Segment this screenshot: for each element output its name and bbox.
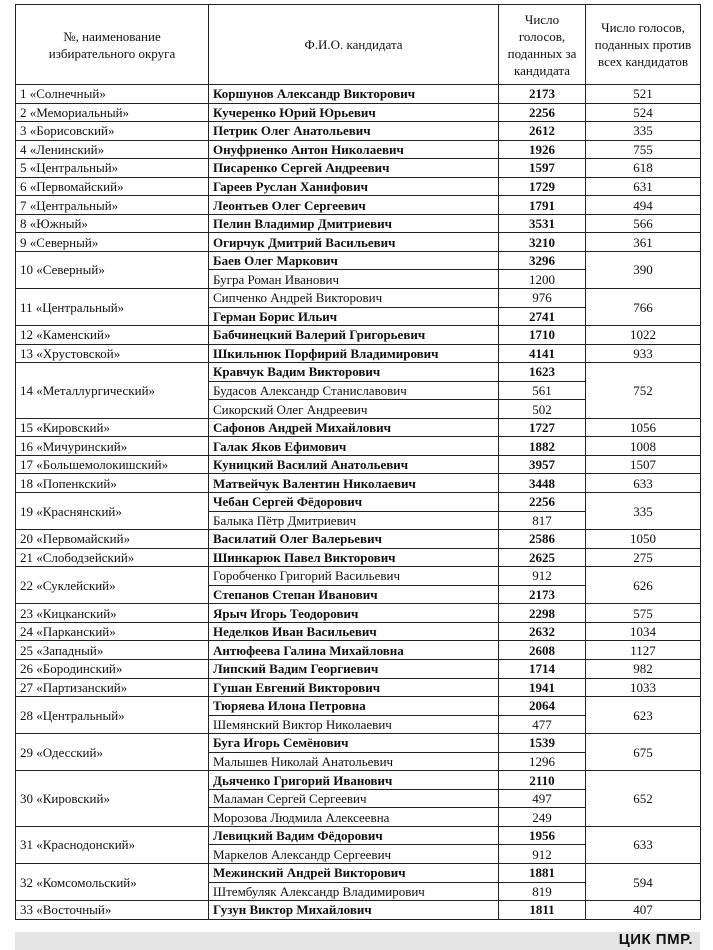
votes-for-cell: 2608 xyxy=(499,641,586,660)
table-row xyxy=(16,455,701,474)
votes-for-cell: 976 xyxy=(499,289,586,308)
votes-for-cell: 2741 xyxy=(499,307,586,326)
table-row xyxy=(16,530,701,549)
table-row xyxy=(16,493,701,512)
candidate-name-cell: Матвейчук Валентин Николаевич xyxy=(209,474,499,493)
votes-for-cell: 2064 xyxy=(499,697,586,716)
votes-against-cell: 494 xyxy=(586,196,701,215)
candidate-name-cell: Шемянский Виктор Николаевич xyxy=(209,715,499,734)
candidate-name-cell: Неделков Иван Васильевич xyxy=(209,622,499,641)
votes-against-cell: 521 xyxy=(586,85,701,104)
candidate-name-cell: Леонтьев Олег Сергеевич xyxy=(209,196,499,215)
votes-against-cell: 752 xyxy=(586,363,701,419)
table-row xyxy=(16,901,701,920)
votes-for-cell: 1714 xyxy=(499,659,586,678)
candidate-name-cell: Балыка Пётр Дмитриевич xyxy=(209,511,499,530)
table-row xyxy=(16,659,701,678)
votes-against-cell: 633 xyxy=(586,826,701,863)
votes-for-cell: 2256 xyxy=(499,493,586,512)
table-row xyxy=(16,678,701,697)
district-cell: 15 «Кировский» xyxy=(16,418,209,437)
votes-against-cell: 1050 xyxy=(586,530,701,549)
district-cell: 9 «Северный» xyxy=(16,233,209,252)
district-cell: 20 «Первомайский» xyxy=(16,530,209,549)
votes-against-cell: 652 xyxy=(586,771,701,827)
header-district: №, наименование избирательного округа xyxy=(16,5,209,85)
table-row xyxy=(16,437,701,456)
district-cell: 7 «Центральный» xyxy=(16,196,209,215)
table-row xyxy=(16,697,701,716)
candidate-name-cell: Онуфриенко Антон Николаевич xyxy=(209,140,499,159)
votes-against-cell: 618 xyxy=(586,159,701,178)
votes-for-cell: 3448 xyxy=(499,474,586,493)
district-cell: 2 «Мемориальный» xyxy=(16,103,209,122)
candidate-name-cell: Куницкий Василий Анатольевич xyxy=(209,455,499,474)
table-body xyxy=(16,85,701,920)
table-row xyxy=(16,474,701,493)
candidate-name-cell: Герман Борис Ильич xyxy=(209,307,499,326)
candidate-name-cell: Горобченко Григорий Васильевич xyxy=(209,567,499,586)
votes-for-cell: 1597 xyxy=(499,159,586,178)
district-cell: 23 «Кицканский» xyxy=(16,604,209,623)
candidate-name-cell: Бабчинецкий Валерий Григорьевич xyxy=(209,326,499,345)
district-cell: 19 «Краснянский» xyxy=(16,493,209,530)
votes-for-cell: 2173 xyxy=(499,85,586,104)
votes-for-cell: 2625 xyxy=(499,548,586,567)
header-candidate: Ф.И.О. кандидата xyxy=(209,5,499,85)
footer-band xyxy=(15,932,700,950)
votes-against-cell: 766 xyxy=(586,289,701,326)
votes-for-cell: 1729 xyxy=(499,177,586,196)
election-results-table xyxy=(15,4,701,920)
votes-against-cell: 566 xyxy=(586,214,701,233)
votes-against-cell: 1507 xyxy=(586,455,701,474)
table-row xyxy=(16,177,701,196)
votes-for-cell: 912 xyxy=(499,845,586,864)
votes-for-cell: 4141 xyxy=(499,344,586,363)
candidate-name-cell: Кравчук Вадим Викторович xyxy=(209,363,499,382)
votes-against-cell: 933 xyxy=(586,344,701,363)
votes-for-cell: 477 xyxy=(499,715,586,734)
candidate-name-cell: Будасов Александр Станиславович xyxy=(209,381,499,400)
candidate-name-cell: Маламан Сергей Сергеевич xyxy=(209,789,499,808)
candidate-name-cell: Галак Яков Ефимович xyxy=(209,437,499,456)
candidate-name-cell: Коршунов Александр Викторович xyxy=(209,85,499,104)
table-row xyxy=(16,233,701,252)
table-row xyxy=(16,289,701,308)
candidate-name-cell: Малышев Николай Анатольевич xyxy=(209,752,499,771)
district-cell: 14 «Металлургический» xyxy=(16,363,209,419)
candidate-name-cell: Морозова Людмила Алексеевна xyxy=(209,808,499,827)
district-cell: 21 «Слободзейский» xyxy=(16,548,209,567)
district-cell: 8 «Южный» xyxy=(16,214,209,233)
candidate-name-cell: Шинкарюк Павел Викторович xyxy=(209,548,499,567)
votes-for-cell: 1539 xyxy=(499,734,586,753)
votes-for-cell: 1956 xyxy=(499,826,586,845)
votes-for-cell: 3957 xyxy=(499,455,586,474)
votes-for-cell: 3210 xyxy=(499,233,586,252)
district-cell: 33 «Восточный» xyxy=(16,901,209,920)
candidate-name-cell: Буга Игорь Семёнович xyxy=(209,734,499,753)
district-cell: 25 «Западный» xyxy=(16,641,209,660)
votes-for-cell: 1882 xyxy=(499,437,586,456)
candidate-name-cell: Петрик Олег Анатольевич xyxy=(209,122,499,141)
candidate-name-cell: Писаренко Сергей Андреевич xyxy=(209,159,499,178)
district-cell: 16 «Мичуринский» xyxy=(16,437,209,456)
district-cell: 13 «Хрустовской» xyxy=(16,344,209,363)
votes-for-cell: 1811 xyxy=(499,901,586,920)
votes-for-cell: 2632 xyxy=(499,622,586,641)
votes-against-cell: 524 xyxy=(586,103,701,122)
candidate-name-cell: Ярыч Игорь Теодорович xyxy=(209,604,499,623)
votes-for-cell: 819 xyxy=(499,882,586,901)
district-cell: 1 «Солнечный» xyxy=(16,85,209,104)
votes-against-cell: 1022 xyxy=(586,326,701,345)
votes-for-cell: 1941 xyxy=(499,678,586,697)
votes-against-cell: 594 xyxy=(586,863,701,900)
votes-for-cell: 2586 xyxy=(499,530,586,549)
table-row xyxy=(16,418,701,437)
table-row xyxy=(16,604,701,623)
table-row xyxy=(16,622,701,641)
district-cell: 22 «Суклейский» xyxy=(16,567,209,604)
votes-against-cell: 335 xyxy=(586,493,701,530)
footer-signature: ЦИК ПМР. xyxy=(618,931,693,948)
table-row xyxy=(16,159,701,178)
table-row xyxy=(16,641,701,660)
candidate-name-cell: Сикорский Олег Андреевич xyxy=(209,400,499,419)
district-cell: 28 «Центральный» xyxy=(16,697,209,734)
votes-against-cell: 633 xyxy=(586,474,701,493)
votes-for-cell: 1791 xyxy=(499,196,586,215)
district-cell: 24 «Парканский» xyxy=(16,622,209,641)
votes-against-cell: 275 xyxy=(586,548,701,567)
district-cell: 11 «Центральный» xyxy=(16,289,209,326)
votes-for-cell: 2173 xyxy=(499,585,586,604)
candidate-name-cell: Степанов Степан Иванович xyxy=(209,585,499,604)
votes-against-cell: 335 xyxy=(586,122,701,141)
votes-for-cell: 561 xyxy=(499,381,586,400)
table-row xyxy=(16,251,701,270)
table-row xyxy=(16,548,701,567)
votes-for-cell: 1296 xyxy=(499,752,586,771)
votes-against-cell: 1008 xyxy=(586,437,701,456)
district-cell: 32 «Комсомольский» xyxy=(16,863,209,900)
votes-for-cell: 1926 xyxy=(499,140,586,159)
votes-against-cell: 1034 xyxy=(586,622,701,641)
candidate-name-cell: Шкильнюк Порфирий Владимирович xyxy=(209,344,499,363)
candidate-name-cell: Левицкий Вадим Фёдорович xyxy=(209,826,499,845)
district-cell: 6 «Первомайский» xyxy=(16,177,209,196)
district-cell: 27 «Партизанский» xyxy=(16,678,209,697)
votes-for-cell: 3296 xyxy=(499,251,586,270)
candidate-name-cell: Пелин Владимир Дмитриевич xyxy=(209,214,499,233)
votes-for-cell: 249 xyxy=(499,808,586,827)
candidate-name-cell: Тюряева Илона Петровна xyxy=(209,697,499,716)
table-row xyxy=(16,122,701,141)
votes-for-cell: 502 xyxy=(499,400,586,419)
header-votes-for: Число голосов, поданных за кандидата xyxy=(499,5,586,85)
table-header xyxy=(16,5,701,85)
table-row xyxy=(16,103,701,122)
votes-for-cell: 2256 xyxy=(499,103,586,122)
district-cell: 30 «Кировский» xyxy=(16,771,209,827)
table-row xyxy=(16,863,701,882)
votes-for-cell: 817 xyxy=(499,511,586,530)
votes-for-cell: 1710 xyxy=(499,326,586,345)
candidate-name-cell: Огирчук Дмитрий Васильевич xyxy=(209,233,499,252)
district-cell: 18 «Попенкский» xyxy=(16,474,209,493)
district-cell: 3 «Борисовский» xyxy=(16,122,209,141)
votes-for-cell: 1200 xyxy=(499,270,586,289)
votes-against-cell: 675 xyxy=(586,734,701,771)
table-row xyxy=(16,196,701,215)
votes-against-cell: 1056 xyxy=(586,418,701,437)
district-cell: 26 «Бородинский» xyxy=(16,659,209,678)
candidate-name-cell: Василатий Олег Валерьевич xyxy=(209,530,499,549)
votes-against-cell: 1127 xyxy=(586,641,701,660)
candidate-name-cell: Гузун Виктор Михайлович xyxy=(209,901,499,920)
votes-for-cell: 3531 xyxy=(499,214,586,233)
table-row xyxy=(16,734,701,753)
votes-for-cell: 1727 xyxy=(499,418,586,437)
votes-for-cell: 2612 xyxy=(499,122,586,141)
header-votes-against: Число голосов, поданных против всех кандидатов xyxy=(586,5,701,85)
votes-against-cell: 623 xyxy=(586,697,701,734)
table-row xyxy=(16,140,701,159)
candidate-name-cell: Липский Вадим Георгиевич xyxy=(209,659,499,678)
candidate-name-cell: Гареев Руслан Ханифович xyxy=(209,177,499,196)
votes-for-cell: 2298 xyxy=(499,604,586,623)
votes-for-cell: 912 xyxy=(499,567,586,586)
votes-for-cell: 1881 xyxy=(499,863,586,882)
candidate-name-cell: Сафонов Андрей Михайлович xyxy=(209,418,499,437)
votes-against-cell: 631 xyxy=(586,177,701,196)
candidate-name-cell: Кучеренко Юрий Юрьевич xyxy=(209,103,499,122)
votes-for-cell: 2110 xyxy=(499,771,586,790)
table-row xyxy=(16,344,701,363)
candidate-name-cell: Маркелов Александр Сергеевич xyxy=(209,845,499,864)
candidate-name-cell: Штембуляк Александр Владимирович xyxy=(209,882,499,901)
table-row xyxy=(16,826,701,845)
candidate-name-cell: Дьяченко Григорий Иванович xyxy=(209,771,499,790)
votes-against-cell: 1033 xyxy=(586,678,701,697)
votes-against-cell: 982 xyxy=(586,659,701,678)
candidate-name-cell: Антюфеева Галина Михайловна xyxy=(209,641,499,660)
votes-against-cell: 361 xyxy=(586,233,701,252)
candidate-name-cell: Бугра Роман Иванович xyxy=(209,270,499,289)
district-cell: 10 «Северный» xyxy=(16,251,209,288)
table-row xyxy=(16,85,701,104)
votes-against-cell: 575 xyxy=(586,604,701,623)
district-cell: 5 «Центральный» xyxy=(16,159,209,178)
votes-against-cell: 626 xyxy=(586,567,701,604)
district-cell: 29 «Одесский» xyxy=(16,734,209,771)
table-row xyxy=(16,363,701,382)
candidate-name-cell: Чебан Сергей Фёдорович xyxy=(209,493,499,512)
votes-for-cell: 1623 xyxy=(499,363,586,382)
candidate-name-cell: Гушан Евгений Викторович xyxy=(209,678,499,697)
votes-against-cell: 390 xyxy=(586,251,701,288)
votes-for-cell: 497 xyxy=(499,789,586,808)
table-row xyxy=(16,214,701,233)
district-cell: 31 «Краснодонский» xyxy=(16,826,209,863)
header-row xyxy=(16,5,701,85)
candidate-name-cell: Сипченко Андрей Викторович xyxy=(209,289,499,308)
district-cell: 12 «Каменский» xyxy=(16,326,209,345)
votes-against-cell: 407 xyxy=(586,901,701,920)
district-cell: 4 «Ленинский» xyxy=(16,140,209,159)
candidate-name-cell: Межинский Андрей Викторович xyxy=(209,863,499,882)
table-row xyxy=(16,567,701,586)
candidate-name-cell: Баев Олег Маркович xyxy=(209,251,499,270)
votes-against-cell: 755 xyxy=(586,140,701,159)
district-cell: 17 «Большемолокишский» xyxy=(16,455,209,474)
table-row xyxy=(16,326,701,345)
table-row xyxy=(16,771,701,790)
